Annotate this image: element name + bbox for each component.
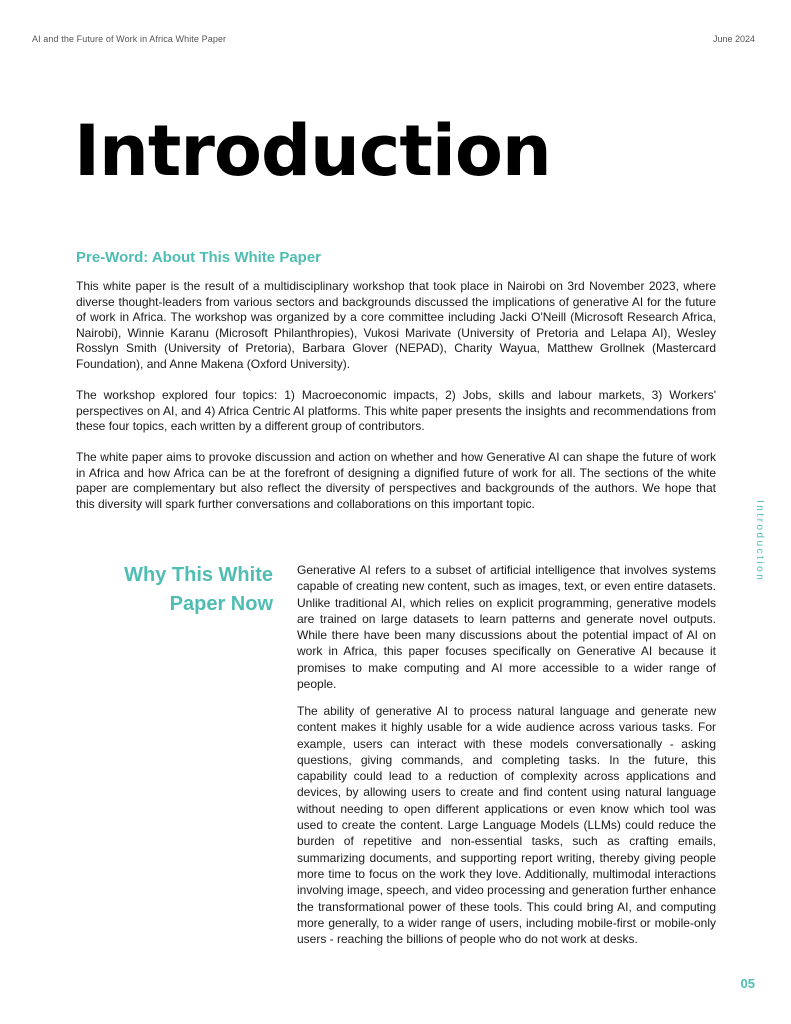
why-heading: Why This White Paper Now [124,564,273,615]
why-paragraph-2: The ability of generative AI to process natural language and generate new content makes it highly usable for a wide audience across various tasks. For example, users can interact with these models conversationally - asking questions, giving commands, and completing tasks. In the future, this capability could lead to a reduction of complexity across applications and devices, by allowing users to create and find content using natural language without needing to open different applications or even know which tool was used to create the content. Large Language Models (LLMs) could reduce the burden of repetitive and non-essential tasks, such as crafting emails, summarizing documents, and supporting report writing, thereby giving people more time to focus on the work they love. Additionally, multimodal interactions involving image, speech, and video processing and generation further enhance the transformational power of these tools. This could bring AI, and computing more generally, to a wider range of users, including mobile-first or mobile-only users - reaching the billions of people who do not work at desks. [297,704,716,947]
preword-paragraph-3: The white paper aims to provoke discussion and action on whether and how Generative AI can shape the future of work in Africa and how Africa can be at the forefront of designing a dignified future of work for all. The sections of the white paper are complementary but also reflect the diversity of perspectives and backgrounds of the authors. We hope that this diversity will spark further conversations and collaborations on this important topic. [76,450,716,511]
page-number: 05 [740,976,755,991]
page-title: Introduction [74,110,551,192]
section-side-label: Introduction [754,500,765,583]
preword-heading: Pre-Word: About This White Paper [76,249,322,266]
preword-paragraph-2: The workshop explored four topics: 1) Macroeconomic impacts, 2) Jobs, skills and labour markets, 3) Workers' perspectives on AI, and 4) Africa Centric AI platforms. This white paper presents the insights and recommendations from these four topics, each written by a different group of contributors. [76,388,716,434]
running-header-date: June 2024 [712,34,755,44]
why-paragraph-1: Generative AI refers to a subset of artificial intelligence that involves systems capable of creating new content, such as images, text, or even entire datasets. Unlike traditional AI, which relies on explicit programming, generative models are trained on large datasets to learn patterns and generate novel outputs. While there have been many discussions about the potential impact of AI on work in Africa, this paper focuses specifically on Generative AI because it promises to make computing and AI more accessible to a wider range of people. [297,563,716,692]
preword-paragraph-1: This white paper is the result of a multidisciplinary workshop that took place in Nairobi on 3rd November 2023, where diverse thought-leaders from various sectors and backgrounds discussed the implications of generative AI for the future of work in Africa. The workshop was organized by a core committee including Jacki O'Neill (Microsoft Research Africa, Nairobi), Winnie Karanu (Microsoft Philanthropies), Vukosi Marivate (University of Pretoria and Lelapa AI), Wesley Rosslyn Smith (University of Pretoria), Barbara Glover (NEPAD), Charity Wayua, Matthew Grollnek (Mastercard Foundation), and Anne Makena (Oxford University). [76,279,716,371]
running-header-title: AI and the Future of Work in Africa White Paper [32,34,227,44]
